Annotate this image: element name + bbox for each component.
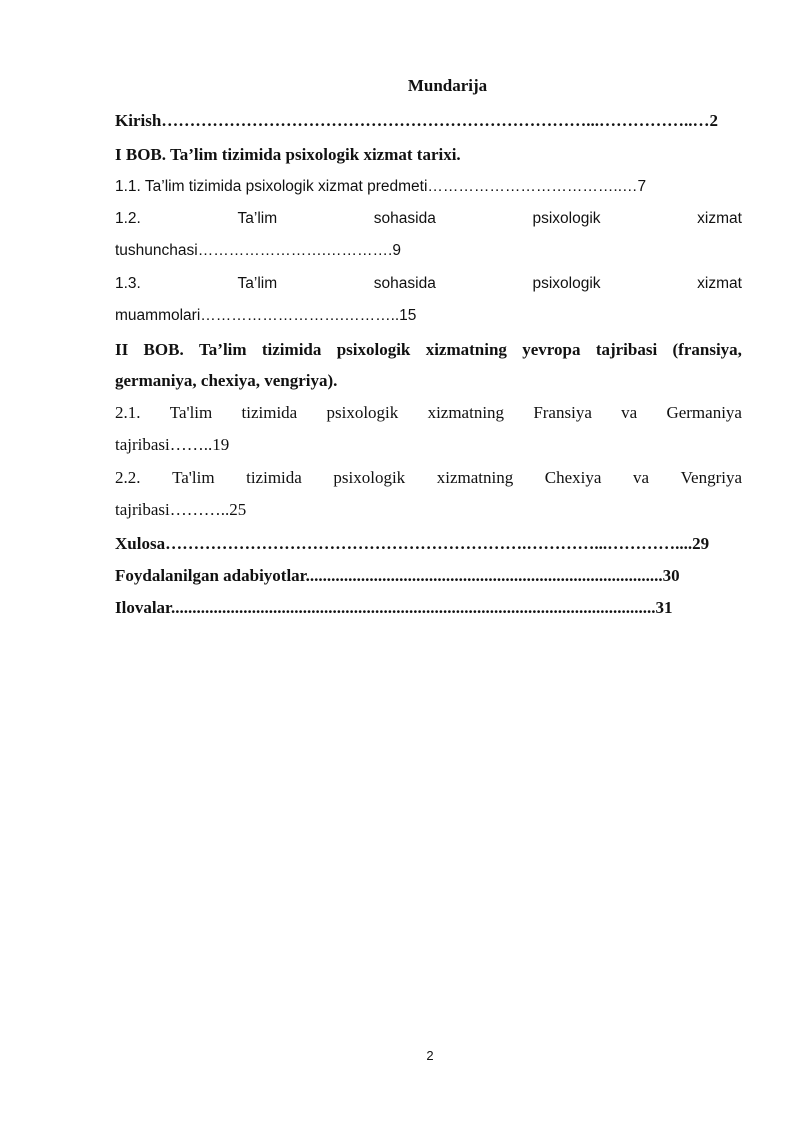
word: yevropa (522, 340, 581, 359)
word: Ta’lim (199, 340, 247, 359)
word: psixologik (532, 210, 601, 227)
page-number: 2 (426, 1048, 434, 1063)
word: (fransiya, (672, 340, 742, 359)
toc-entry-1-3-line1 (115, 273, 742, 295)
toc-entry-foydalanilgan-adabiyotlar: Foydalanilgan adabiyotlar....................................................................................30 (115, 566, 680, 585)
word: psixologik (336, 340, 411, 359)
word: sohasida (373, 210, 436, 227)
toc-chapter-2-line2: germaniya, chexiya, vengriya). (115, 371, 338, 390)
word: Chexiya (544, 468, 602, 487)
word: Ta'lim (169, 403, 213, 422)
word: Ta’lim (237, 210, 278, 227)
toc-entry-2-1-line2: tajribasi……..19 (115, 435, 230, 454)
word: 1.2. (115, 210, 141, 227)
word: Fransiya (533, 403, 592, 422)
word: va (621, 403, 638, 422)
word: 2.2. (115, 468, 141, 487)
word: tajribasi (595, 340, 658, 359)
word: tizimida (246, 468, 302, 487)
toc-entry-1-1: 1.1. Ta’lim tizimida psixologik xizmat predmeti………………………………..…7 (115, 178, 647, 195)
word: sohasida (373, 275, 436, 292)
toc-entry-1-2-line1 (115, 208, 742, 230)
toc-entry-1-2-line2: tushunchasi…………………….………….9 (115, 242, 401, 259)
word: psixologik (532, 275, 601, 292)
toc-entry-2-2-line2: tajribasi………..25 (115, 500, 247, 519)
word: II (115, 340, 129, 359)
word: xizmat (697, 210, 742, 227)
toc-entry-2-2-line1 (115, 467, 742, 489)
toc-title: Mundarija (407, 76, 488, 95)
word: psixologik (326, 403, 399, 422)
word: va (633, 468, 650, 487)
word: Ta'lim (172, 468, 215, 487)
toc-entry-2-1-line1 (115, 402, 742, 424)
word: xizmatning (425, 340, 507, 359)
word: xizmatning (436, 468, 514, 487)
word: tizimida (241, 403, 298, 422)
word: tizimida (261, 340, 322, 359)
toc-chapter-2-line1 (115, 339, 742, 361)
word: Germaniya (666, 403, 742, 422)
word: xizmat (697, 275, 742, 292)
word: Vengriya (680, 468, 742, 487)
toc-entry-1-3-line2: muammolari……………………….………..15 (115, 307, 417, 324)
word: 2.1. (115, 403, 141, 422)
word: psixologik (333, 468, 406, 487)
word: Ta’lim (237, 275, 278, 292)
word: 1.3. (115, 275, 141, 292)
toc-entry-kirish: Kirish…………………………………………………………………...……………..…2 (115, 111, 719, 130)
word: xizmatning (427, 403, 505, 422)
toc-entry-ilovalar: Ilovalar..................................................................................................................31 (115, 598, 673, 617)
toc-entry-xulosa: Xulosa……………………………………………………….…………...…………....29 (115, 534, 710, 553)
word: BOB. (143, 340, 184, 359)
toc-chapter-1: I BOB. Ta’lim tizimida psixologik xizmat tarixi. (115, 145, 461, 164)
